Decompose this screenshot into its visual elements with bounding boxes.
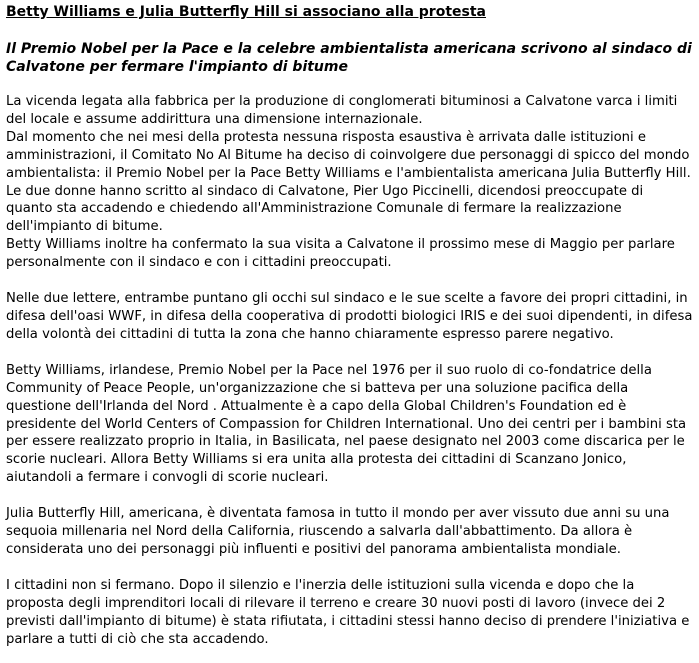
paragraph-julia-hill: Julia Butterfly Hill, americana, è diventata famosa in tutto il mondo per aver vissuto due anni su una sequoia millenaria nel Nord della California, riuscendo a salvarla dall'abbattimento. Da allora è considerata uno dei personaggi più influenti e positivi del panorama ambientalista mondiale. <box>6 506 670 557</box>
article-subtitle: Il Premio Nobel per la Pace e la celebre ambientalista americana scrivono al sindaco di Calvatone per fermare l'impianto di bitume <box>6 41 692 75</box>
paragraph-betty-williams: Betty Williams, irlandese, Premio Nobel per la Pace nel 1976 per il suo ruolo di co-fondatrice della Community of Peace People, un'organizzazione che si batteva per una soluzione pacifica della questione dell'Irlanda del Nord . Attualmente è a capo della Global Children's Foundation ed è presidente del World Centers of Compassion for Children International. Uno dei centri per i bambini sta per essere realizzato proprio in Italia, in Basilicata, nel paese designato nel 2003 come discarica per le scorie nucleari. Allora Betty Williams si era unita alla protesta dei cittadini di Scanzano Jonico, aiutandoli a fermare i convogli di scorie nucleari. <box>6 362 687 486</box>
paragraph-demands: Nelle due lettere, entrambe puntano gli occhi sul sindaco e le sue scelte a favore dei propri cittadini, in difesa dell'oasi WWF, in difesa della cooperativa di prodotti biologici IRIS e dei suoi dipendenti, in difesa della volontà dei cittadini di tutta la zona che hanno chiaramente espresso parere negativo. <box>6 291 693 342</box>
paragraph-visit: Betty Williams inoltre ha confermato la sua visita a Calvatone il prossimo mese di Maggio per parlare personalmente con il sindaco e con i cittadini preoccupati. <box>6 237 675 271</box>
paragraph-citizens: I cittadini non si fermano. Dopo il silenzio e l'inerzia delle istituzioni sulla vicenda e dopo che la proposta degli imprenditori locali di rilevare il terreno e creare 30 nuovi posti di lavoro (invece dei 2 previsti dall'impianto di bitume) è stata rifiutata, i cittadini stessi hanno deciso di prendere l'iniziativa e parlare a tutti di ciò che sta accadendo. <box>6 577 690 647</box>
article-title: Betty Williams e Julia Butterfly Hill si associano alla protesta <box>6 4 486 20</box>
paragraph-letters: Le due donne hanno scritto al sindaco di Calvatone, Pier Ugo Piccinelli, dicendosi preoccupate di quanto sta accadendo e chiedendo all'Amministrazione Comunale di fermare la realizzazione dell'impianto di bitume. <box>6 183 644 235</box>
paragraph-committee: Dal momento che nei mesi della protesta nessuna risposta esaustiva è arrivata dalle istituzioni e amministrazioni, il Comitato No Al Bitume ha deciso di coinvolgere due personaggi di spicco del mondo ambientalista: il Premio Nobel per la Pace Betty Williams e l'ambientalista americana Julia Butterfly Hill. <box>6 129 691 181</box>
paragraph-intro: La vicenda legata alla fabbrica per la produzione di conglomerati bituminosi a Calvatone varca i limiti del locale e assume addirittura una dimensione internazionale. <box>6 94 678 127</box>
